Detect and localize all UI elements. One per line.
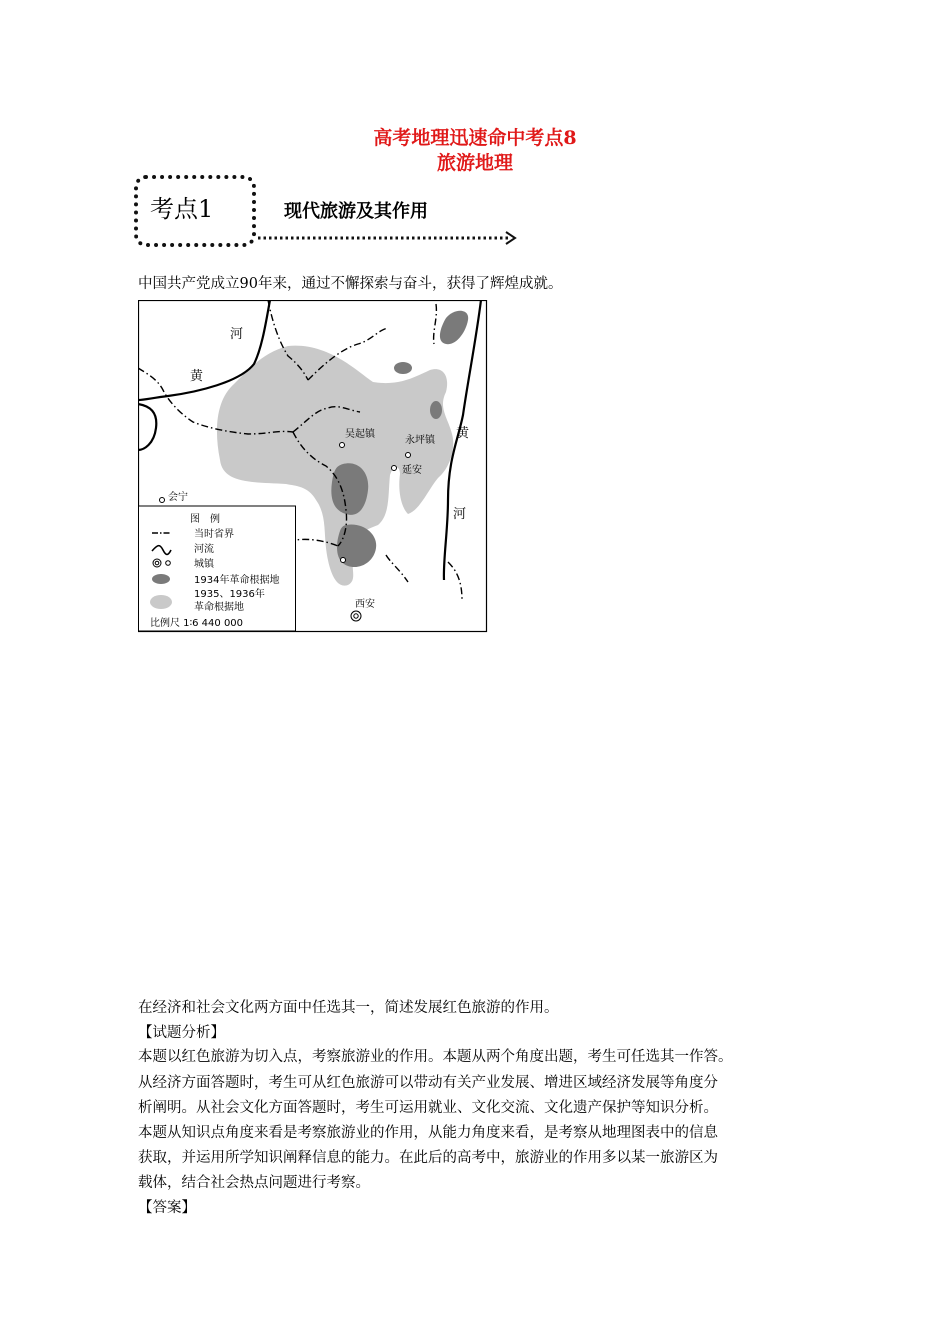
section-title: 现代旅游及其作用 [284,201,428,222]
base-area-1934-small-1 [394,362,412,374]
analysis-heading: 【试题分析】 [138,1025,225,1041]
legend-item-town: 城镇 [194,559,214,570]
legend-item-1934: 1934年革命根据地 [194,575,280,586]
town-marker-huining [160,498,165,503]
revolutionary-base-map [138,300,488,633]
dotted-arrow-icon [258,230,522,246]
question-text: 在经济和社会文化两方面中任选其一，简述发展红色旅游的作用。 [138,1000,559,1016]
base-area-1934-center [331,463,368,515]
analysis-line: 析阐明。从社会文化方面答题时，考生可运用就业、文化交流、文化遗产保护等知识分析。 [138,1100,718,1116]
analysis-line: 本题以红色旅游为切入点，考察旅游业的作用。本题从两个角度出题，考生可任选其一作答。 [138,1049,733,1065]
base-area-1934-small-2 [430,401,442,419]
town-marker-wuqi [340,443,345,448]
river-label-he-east: 河 [453,507,467,522]
legend-1935-icon [150,595,172,609]
legend-item-border: 当时省界 [194,529,234,540]
river-label-he-north: 河 [230,327,244,342]
legend-town-icon [166,561,171,566]
river-label-huang-east: 黄 [456,426,470,441]
town-marker-yanan [392,466,397,471]
legend-item-1935-b: 革命根据地 [194,602,244,613]
town-label-yanan: 延安 [402,465,422,476]
town-marker-yongping [406,453,411,458]
legend-item-1935-a: 1935、1936年 [194,589,265,600]
analysis-line: 从经济方面答题时，考生可从红色旅游可以带动有关产业发展、增进区域经济发展等角度分 [138,1075,718,1091]
town-label-yongping: 永坪镇 [405,435,435,446]
analysis-line: 载体，结合社会热点问题进行考察。 [138,1175,370,1191]
legend-item-river: 河流 [194,544,214,555]
section-badge-label: 考点1 [150,195,214,223]
town-label-huining: 会宁 [168,492,188,503]
river-label-huang-west: 黄 [190,369,204,384]
town-label-wuqi: 吴起镇 [345,429,375,440]
document-subtitle: 旅游地理 [436,152,513,174]
legend-title: 图 例 [190,514,220,525]
document-title: 高考地理迅速命中考点8 [373,127,577,149]
legend-scale: 比例尺 1∶6 440 000 [150,618,244,629]
answer-heading: 【答案】 [138,1200,196,1216]
city-label-xian: 西安 [355,599,375,610]
intro-text: 中国共产党成立90年来，通过不懈探索与奋斗，获得了辉煌成就。 [138,276,563,292]
analysis-line: 获取，并运用所学知识阐释信息的能力。在此后的高考中，旅游业的作用多以某一旅游区为 [138,1150,718,1166]
analysis-line: 本题从知识点角度来看是考察旅游业的作用，从能力角度来看，是考察从地理图表中的信息 [138,1125,718,1141]
town-marker-south [341,558,346,563]
city-marker-xian-inner [354,614,358,618]
legend-1934-icon [152,574,170,584]
